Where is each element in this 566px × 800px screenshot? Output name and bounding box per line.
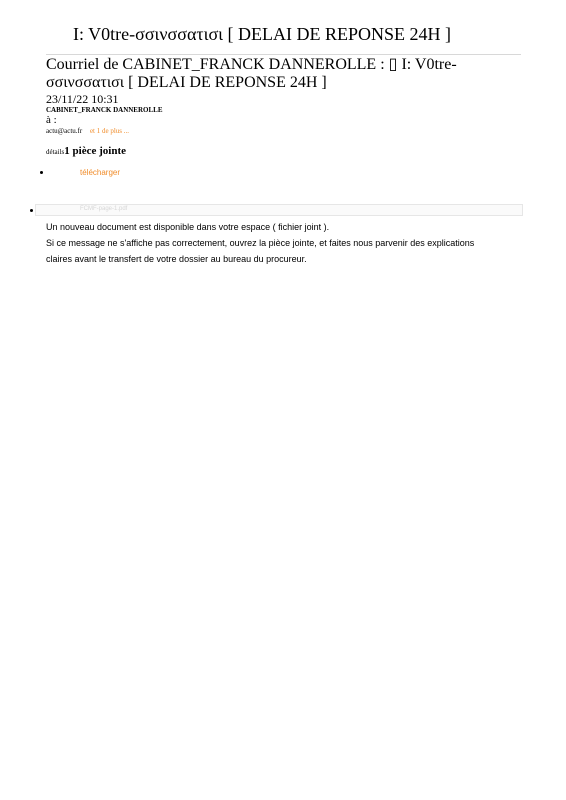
attachment-bullet-icon xyxy=(30,209,33,212)
header-divider xyxy=(46,54,521,55)
attachment-file-row[interactable] xyxy=(35,204,523,216)
more-recipients-link[interactable]: et 1 de plus ... xyxy=(89,127,130,135)
sender-name: CABINET_FRANCK DANNEROLLE xyxy=(46,106,163,114)
recipient-label: à : xyxy=(46,114,57,126)
email-date: 23/11/22 10:31 xyxy=(46,92,119,106)
body-line: Si ce message ne s'affiche pas correctement, ouvrez la pièce jointe, et faites nous parvenir des explications xyxy=(46,238,475,248)
details-link[interactable]: détails xyxy=(46,148,65,156)
attachment-count: 1 pièce jointe xyxy=(64,145,126,157)
download-bullet-icon xyxy=(40,171,43,174)
body-line: Un nouveau document est disponible dans votre espace ( fichier joint ). xyxy=(46,222,330,232)
recipient-email: actu@actu.fr xyxy=(46,127,83,135)
document-title: I: V0tre-σσινσσατισι [ DELAI DE REPONSE 24H ] xyxy=(73,24,451,44)
message-body xyxy=(46,219,516,267)
recipient-line xyxy=(46,127,129,135)
download-link[interactable]: télécharger xyxy=(80,168,121,177)
body-line: claires avant le transfert de votre dossier au bureau du procureur. xyxy=(46,254,307,264)
attachment-summary xyxy=(46,141,126,159)
email-subject: Courriel de CABINET_FRANCK DANNEROLLE : ▯ I: V0tre-σσινσσατισι [ DELAI DE REPONSE 24H ] xyxy=(46,56,457,91)
attachment-file-name: FCMF-page-1.pdf xyxy=(80,206,128,212)
